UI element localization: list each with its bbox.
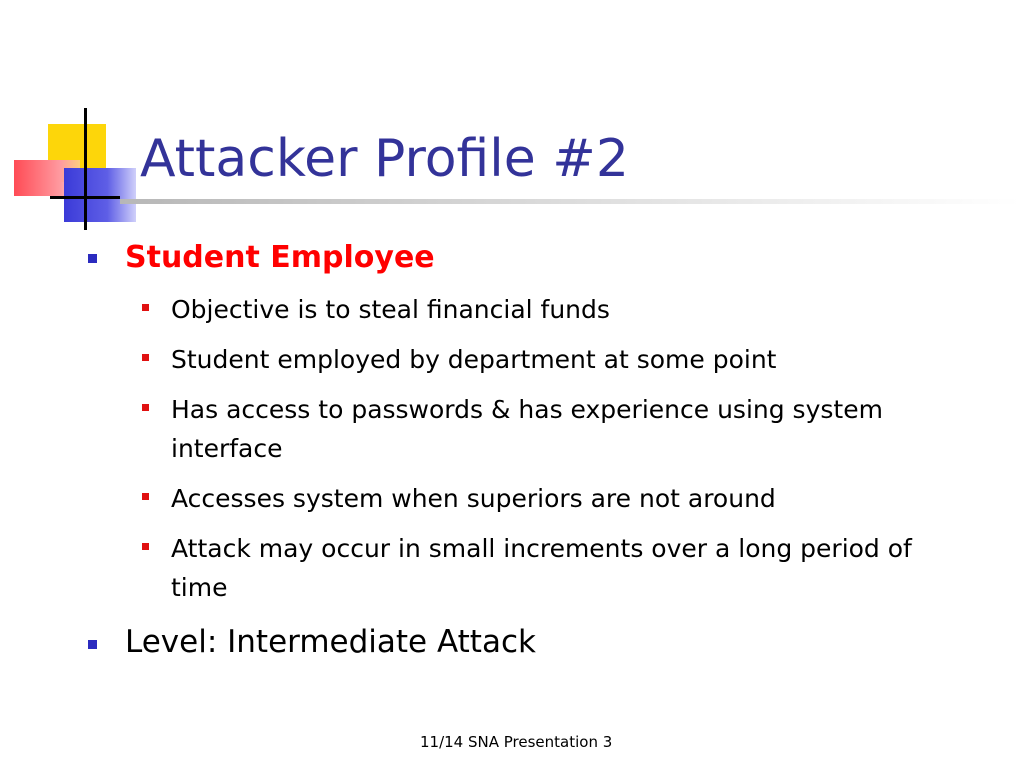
square-bullet-icon <box>88 640 97 649</box>
square-bullet-icon <box>142 493 149 500</box>
sub-bullet-text: Objective is to steal financial funds <box>171 295 610 324</box>
decorative-horizontal-line <box>50 196 120 199</box>
square-bullet-icon <box>142 304 149 311</box>
bullet-heading-text: Student Employee <box>125 240 435 275</box>
square-bullet-icon <box>88 254 97 263</box>
sub-bullet-text: Accesses system when superiors are not around <box>171 484 776 513</box>
slide-title: Attacker Profile #2 <box>140 129 629 189</box>
sub-bullet-text: Has access to passwords & has experience using system interface <box>171 395 883 463</box>
sub-bullet-text: Student employed by department at some point <box>171 345 777 374</box>
sub-bullet-text: Attack may occur in small increments over a long period of time <box>171 534 912 602</box>
decorative-blue-square <box>64 168 136 222</box>
decorative-vertical-line <box>84 108 87 230</box>
square-bullet-icon <box>142 543 149 550</box>
square-bullet-icon <box>142 354 149 361</box>
title-underline <box>120 199 1020 204</box>
slide-footer: 11/14 SNA Presentation 3 <box>420 733 613 751</box>
square-bullet-icon <box>142 404 149 411</box>
bullet-level-text: Level: Intermediate Attack <box>125 624 536 660</box>
